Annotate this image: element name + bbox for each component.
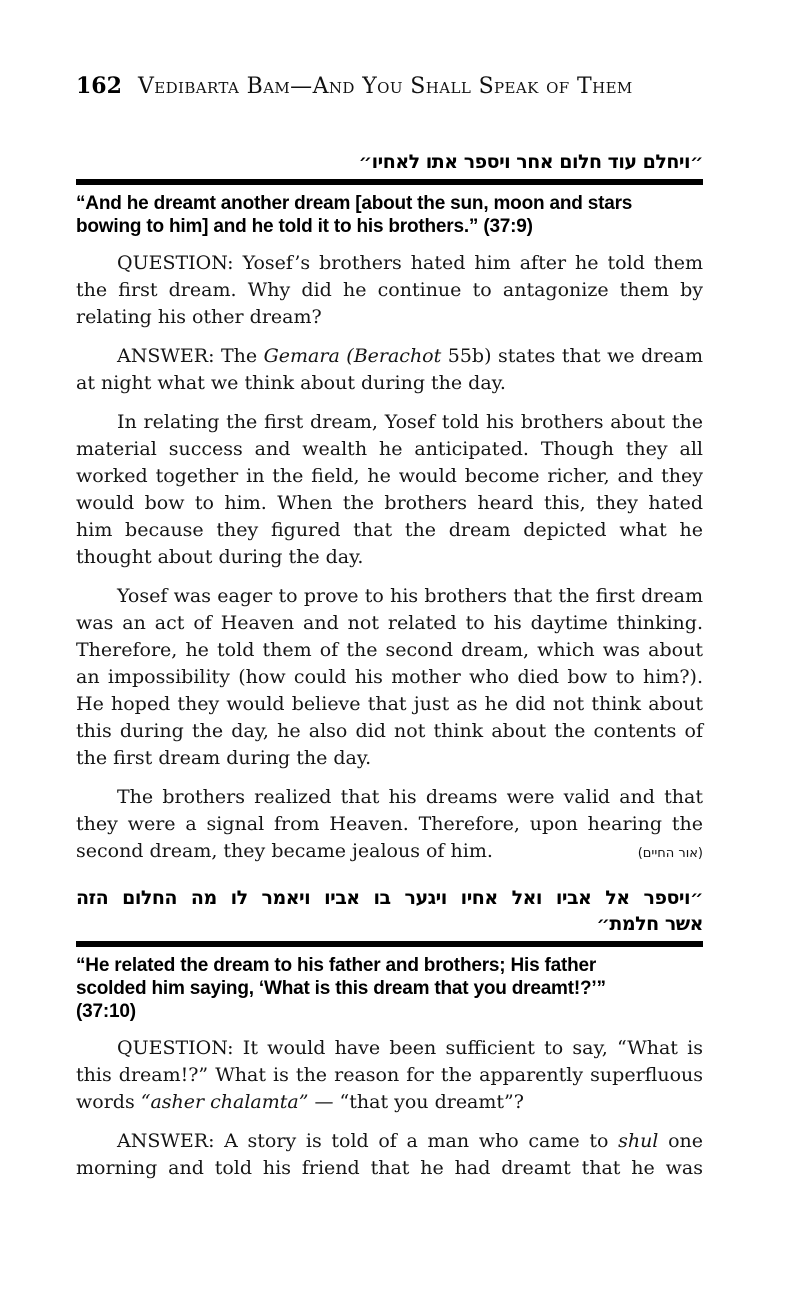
verse-translation bbox=[76, 954, 703, 1023]
paragraph bbox=[76, 1035, 703, 1116]
text-line: was an act of Heaven and not related to his daytime thinking. bbox=[76, 612, 703, 634]
page-number: 162 bbox=[76, 73, 122, 99]
text-line: thought about during the day. bbox=[76, 546, 364, 568]
text-line: second dream, they became jealous of him. bbox=[76, 840, 493, 862]
paragraph bbox=[76, 583, 703, 772]
paragraph bbox=[76, 343, 703, 397]
text-line: The brothers realized that his dreams were valid and that bbox=[117, 786, 703, 808]
text-line: QUESTION: Yosef’s brothers hated him after he told them bbox=[117, 252, 703, 274]
translation-line: scolded him saying, ‘What is this dream that you dreamt!?’” bbox=[76, 978, 606, 999]
hebrew-verse-line: ״ויחלם עוד חלום אחר ויספר אתו לאחיו״ bbox=[358, 151, 703, 173]
text-line: this during the day, he also did not think about the contents of bbox=[76, 720, 703, 742]
text-line: In relating the first dream, Yosef told his brothers about the bbox=[117, 411, 703, 433]
torah-entry bbox=[76, 885, 703, 1182]
text-line: Yosef was eager to prove to his brothers that the first dream bbox=[117, 585, 703, 607]
page-header-title: Vedibarta Bam—And You Shall Speak of Them bbox=[137, 74, 633, 99]
text-line: He hoped they would believe that just as he did not think about bbox=[76, 693, 703, 715]
text-line: Therefore, he told them of the second dream, which was about bbox=[76, 639, 703, 661]
source-attribution: (אור החיים) bbox=[637, 846, 703, 861]
text-line: morning and told his friend that he had dreamt that he was bbox=[76, 1157, 703, 1179]
hebrew-verse-heading bbox=[76, 149, 703, 175]
text-line: worked together in the field, he would become richer, and they bbox=[76, 465, 703, 487]
text-line: this dream!?” What is the reason for the apparently superfluous bbox=[76, 1064, 703, 1086]
heading-rule bbox=[76, 179, 703, 185]
text-line: an impossibility (how could his mother who died bow to him?). bbox=[76, 666, 703, 688]
page-content bbox=[76, 0, 703, 1182]
translation-line: (37:10) bbox=[76, 1001, 136, 1022]
text-line: the first dream during the day. bbox=[76, 747, 372, 769]
text-line: would bow to him. When the brothers heard this, they hated bbox=[76, 492, 703, 514]
verse-translation bbox=[76, 192, 703, 238]
text-line: at night what we think about during the day. bbox=[76, 372, 506, 394]
page-body bbox=[76, 149, 703, 1182]
torah-entry bbox=[76, 149, 703, 862]
hebrew-verse-line: אשר חלמת״ bbox=[596, 913, 703, 935]
translation-line: “And he dreamt another dream [about the sun, moon and stars bbox=[76, 193, 633, 214]
paragraph bbox=[76, 250, 703, 331]
hebrew-verse-line: ״ויספר אל אביו ואל אחיו ויגער בו אביו ויאמר לו מה החלום הזה bbox=[76, 887, 703, 909]
text-line: him because they figured that the dream depicted what he bbox=[76, 519, 703, 541]
page-header bbox=[76, 74, 703, 100]
hebrew-verse-heading bbox=[76, 885, 703, 937]
text-line: they were a signal from Heaven. Therefore, upon hearing the bbox=[76, 813, 703, 835]
text-line: material success and wealth he anticipated. Though they all bbox=[76, 438, 703, 460]
translation-line: bowing to him] and he told it to his brothers.” (37:9) bbox=[76, 216, 533, 237]
paragraph bbox=[76, 1128, 703, 1182]
text-line: QUESTION: It would have been sufficient to say, “What is bbox=[117, 1037, 703, 1059]
text-line: the first dream. Why did he continue to antagonize them by bbox=[76, 279, 703, 301]
paragraph bbox=[76, 784, 703, 862]
paragraph bbox=[76, 409, 703, 571]
text-line: ANSWER: A story is told of a man who came to shul one bbox=[117, 1130, 703, 1152]
translation-line: “He related the dream to his father and brothers; His father bbox=[76, 955, 597, 976]
heading-rule bbox=[76, 941, 703, 947]
text-line: ANSWER: The Gemara (Berachot 55b) states that we dream bbox=[117, 345, 703, 367]
text-line: relating his other dream? bbox=[76, 306, 322, 328]
text-line: words “asher chalamta” — “that you dreamt”? bbox=[76, 1091, 524, 1113]
